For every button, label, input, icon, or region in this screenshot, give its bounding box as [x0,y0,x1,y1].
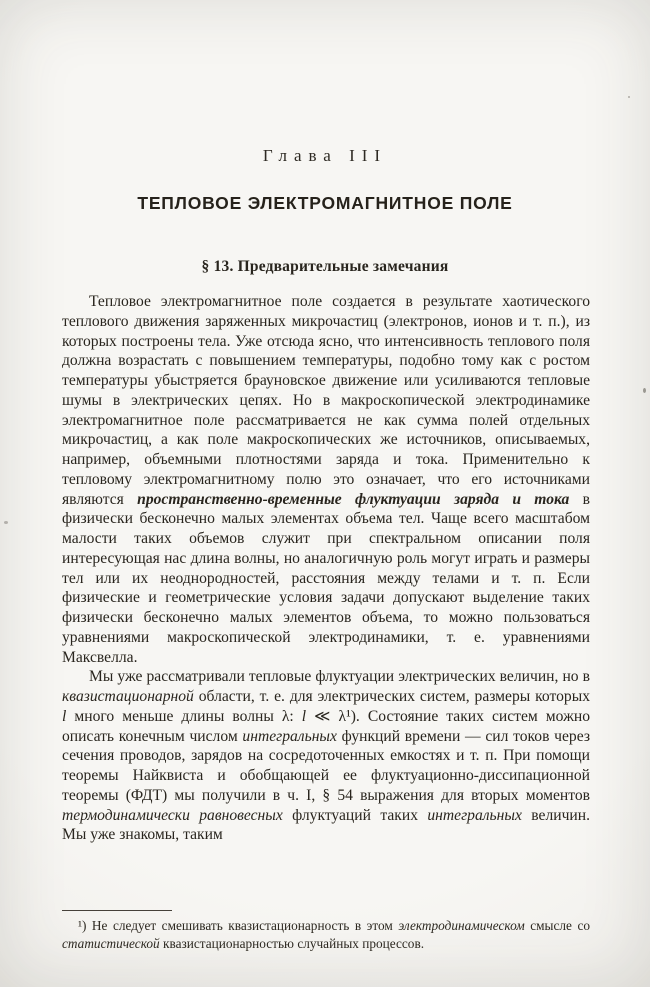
chapter-title: ТЕПЛОВОЕ ЭЛЕКТРОМАГНИТНОЕ ПОЛЕ [137,193,513,213]
text-segment: интегральных [427,806,522,824]
text-segment: l [301,707,307,725]
text-segment: области, т. е. для электрических систем, размеры которых [193,688,590,705]
footnote [62,910,590,952]
text-segment: электродинамическом [398,918,525,933]
paragraph-1 [62,292,590,667]
scan-speck [628,96,630,98]
paragraph-2 [62,667,590,845]
text-segment: l [62,707,67,725]
text-segment: величин. Мы уже знакомы, таким [62,806,590,844]
scan-speck [4,521,8,524]
text-segment: в физически бесконечно малых элементах объема тел. Чаще всего масштабом малости таких объемов служит при спектральном описании поля интересующая нас длина волны, но аналогичную роль могут играть и размеры тел или их неоднородностей, расстояния между телами и т. п. Если физические и геометрические условия задачи допускают выделение таких физически бесконечно малых элементов объема, то можно пользоваться уравнениями макроскопической электродинамики, т. е. уравнениями Максвелла. [62,490,590,666]
footnote-rule [62,910,172,911]
text-segment: квазистационарной [62,688,194,705]
text-segment: статистической [62,935,160,951]
text-segment: интегральных [242,727,337,745]
text-segment: функций времени — сил токов через сечения проводов, зарядов на сосредоточенных емкостях и т. п. При помощи теоремы Найквиста и обобщающей ее флуктуационно-диссипационной теоремы (ФДТ) мы получили в ч. I, § 54 выражения для вторых моментов [62,727,590,804]
text-segment: пространственно-временные флуктуации заряда и тока [137,490,570,508]
body-text [62,292,590,845]
text-segment: Тепловое электромагнитное поле создается в результате хаотического теплового движения заряженных микрочастиц (электронов, ионов и т. п.), из которых построены тела. Уже отсюда ясно, что интенсивность теплового поля должна возрастать с повышением температуры, подобно тому как с ростом температуры убыстряется брауновское движение или усиливаются тепловые шумы в электрических цепях. Но в макроскопической электродинамике электромагнитное поле рассматривается не как сумма полей отдельных микрочастиц, а как поле макроскопических же источников, описываемых, например, объемными плотностями заряда и тока. Применительно к тепловому электромагнитному полю это означает, что его источниками являются [62,293,590,508]
chapter-label: Глава III [262,146,388,165]
text-segment: флуктуаций таких [282,806,428,824]
text-segment: ≪ λ¹). Состояние таких систем можно описать конечным числом [62,707,590,745]
scan-speck [643,388,646,393]
footnote-text [62,917,590,952]
text-segment: ¹) Не следует смешивать квазистационарность в этом [78,918,399,933]
text-segment: термодинамически равновесных [62,806,283,824]
text-segment: квазистационарностью случайных процессов. [159,935,425,951]
text-segment: много меньше длины волны λ: [66,707,302,725]
section-heading: § 13. Предварительные замечания [201,258,449,275]
text-segment: Мы уже рассматривали тепловые флуктуации электрических величин, но в [89,668,590,686]
text-segment: смысле со [524,918,590,933]
